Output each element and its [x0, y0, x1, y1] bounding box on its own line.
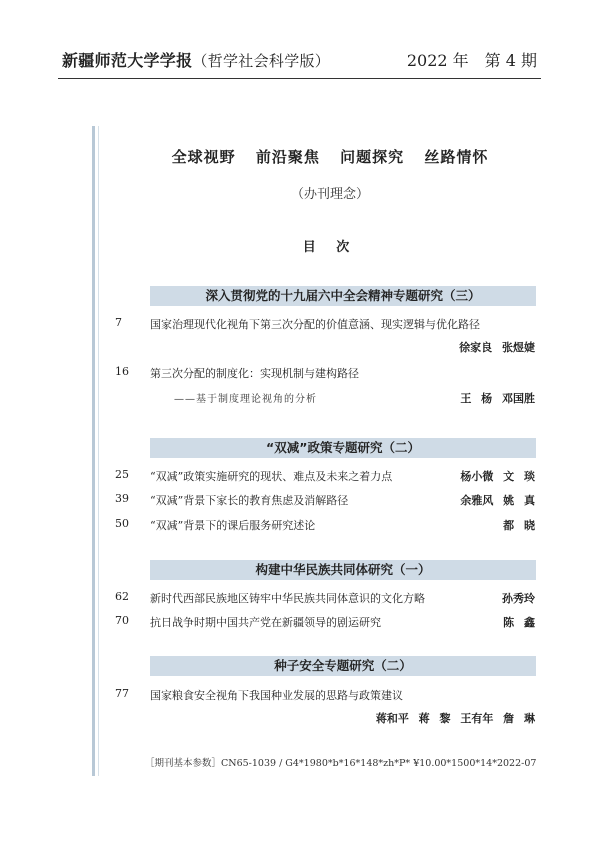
issue-label: 2022 年 第 4 期 — [406, 51, 537, 70]
page-number: 7 — [115, 316, 122, 329]
concept-label: （办刊理念） — [290, 187, 369, 202]
toc-title: 目 次 — [302, 240, 358, 255]
article-title[interactable]: “双减”政策实施研究的现状、难点及未来之着力点 — [150, 470, 393, 483]
page-number: 70 — [115, 614, 129, 627]
article-authors: 余雅风 姚 真 — [460, 494, 535, 507]
page-number: 50 — [115, 517, 129, 530]
article-authors: 王 杨 邓国胜 — [460, 392, 535, 405]
journal-edition: （哲学社会科学版） — [192, 52, 331, 70]
page-number: 77 — [115, 687, 129, 700]
sidebar-rule-thin — [98, 126, 99, 776]
sidebar-rule — [92, 126, 95, 776]
article-authors: 陈 鑫 — [503, 616, 535, 629]
journal-name — [62, 48, 330, 71]
article-title[interactable]: 抗日战争时期中国共产党在新疆领导的剧运研究 — [150, 616, 381, 629]
page-number: 62 — [115, 590, 129, 603]
article-subtitle: ——基于制度理论视角的分析 — [174, 394, 317, 405]
article-title[interactable]: “双减”背景下的课后服务研究述论 — [150, 519, 316, 532]
journal-name-text: 新疆师范大学学报 — [62, 51, 193, 70]
section-heading: 种子安全专题研究（二） — [150, 656, 536, 676]
article-title[interactable]: 国家治理现代化视角下第三次分配的价值意涵、现实逻辑与优化路径 — [150, 318, 480, 331]
article-title[interactable]: 新时代西部民族地区铸牢中华民族共同体意识的文化方略 — [150, 592, 425, 605]
article-authors: 徐家良 张煜婕 — [459, 341, 535, 354]
section-heading: “双减”政策专题研究（二） — [150, 438, 536, 458]
article-authors: 都 晓 — [503, 519, 535, 532]
header-rule — [58, 78, 541, 79]
section-heading: 构建中华民族共同体研究（一） — [150, 560, 536, 580]
article-title[interactable]: 第三次分配的制度化：实现机制与建构路径 — [150, 367, 359, 380]
page-number: 25 — [115, 468, 129, 481]
article-authors: 孙秀玲 — [502, 592, 535, 605]
page-number: 39 — [115, 492, 129, 505]
article-authors: 杨小微 文 琰 — [460, 470, 535, 483]
journal-parameters: ［期刊基本参数］CN65-1039 / G4*1980*b*16*148*zh*P* ¥10.00*1500*14*2022-07 — [145, 758, 537, 769]
article-title[interactable]: 国家粮食安全视角下我国种业发展的思路与政策建议 — [150, 689, 403, 702]
section-heading: 深入贯彻党的十九届六中全会精神专题研究（三） — [150, 286, 536, 306]
article-authors: 蒋和平 蒋 黎 王有年 詹 琳 — [375, 712, 535, 725]
page-number: 16 — [115, 365, 129, 378]
article-title[interactable]: “双减”背景下家长的教育焦虑及消解路径 — [150, 494, 349, 507]
journal-motto: 全球视野 前沿聚焦 问题探究 丝路情怀 — [171, 148, 489, 166]
